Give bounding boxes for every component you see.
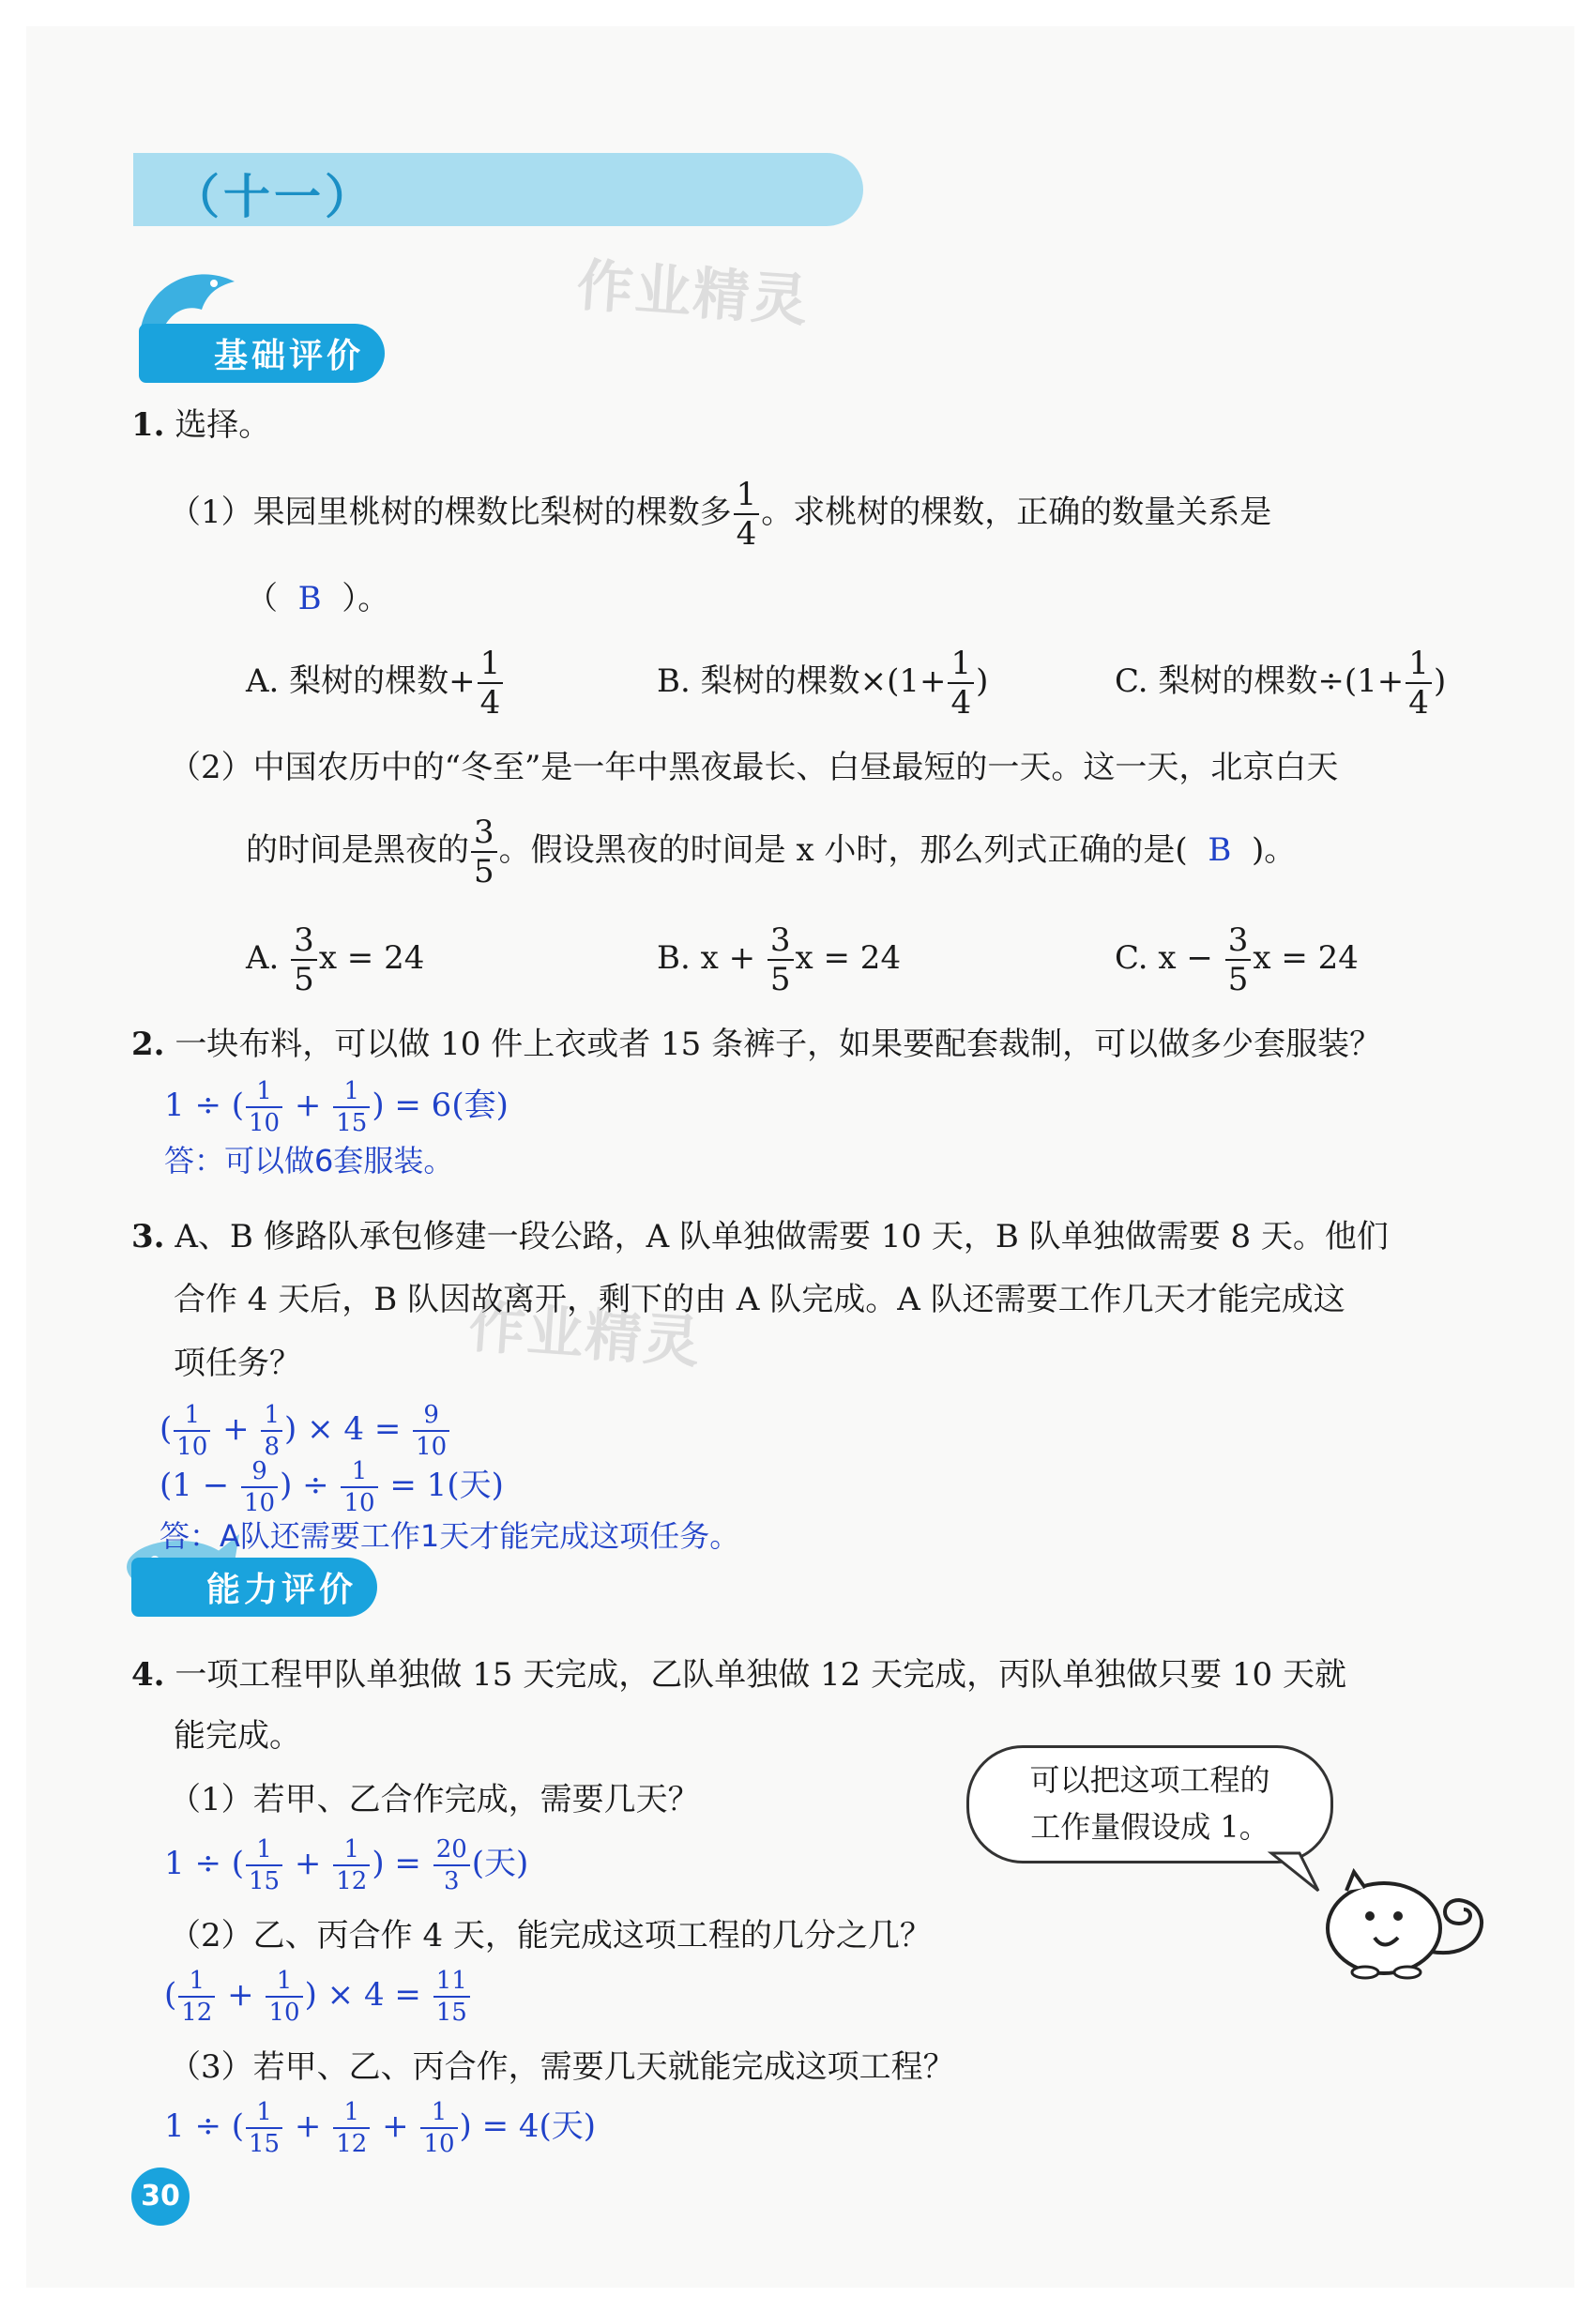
hint-line-1: 可以把这项工程的 [1029,1762,1270,1798]
question-3-line2: 合作 4 天后，B 队因故离开，剩下的由 A 队完成。A 队还需要工作几天才能完成这 [174,1281,1345,1318]
option-c: C. 梨树的棵数÷(1+ $\frac{1}{4}$ ) [1115,645,1447,722]
option-a: A. 梨树的棵数+ $\frac{1}{4}$ [246,647,505,719]
question-number: 4. [131,1656,165,1694]
answer-text: B [297,580,322,617]
question-4-line2: 能完成。 [174,1717,301,1755]
question-2-answer: 答：可以做6套服装。 [164,1143,454,1179]
sub-label: （2） [169,749,253,786]
question-number: 2. [131,1026,165,1063]
question-1-title [131,403,270,449]
question-2 [131,1023,1381,1068]
question-3-calc-2: (1 − $\frac{9}{10}$ ) ÷ $\frac{1}{10}$ = 1(天) [160,1457,504,1517]
question-number: 1. [131,406,165,444]
question-4-2: （2）乙、丙合作 4 天，能完成这项工程的几分之几？ [169,1917,932,1955]
fraction: $\frac{1}{4}$ [734,479,760,550]
question-3-answer: 答：A队还需要工作1天才能完成这项任务。 [160,1518,740,1554]
question-text: 。求桃树的棵数，正确的数量关系是 [761,494,1272,531]
question-number: 3. [131,1218,165,1255]
question-1-1 [169,476,1272,553]
answer-blank: （ B ）。 [246,580,390,617]
question-4-3-answer: 1 ÷ ( $\frac{1}{15}$ + $\frac{1}{12}$ + $\frac{1}{10}$ ) = 4(天) [164,2098,597,2158]
sub-label: （1） [169,494,253,531]
basic-evaluation-tag: 基础评价 [139,324,385,383]
question-3-line1 [131,1215,1389,1260]
option-c: C. x − $\frac{3}{5}$ x = 24 [1115,921,1359,998]
answer-text: B [1208,831,1232,869]
question-text: 果园里桃树的棵数比梨树的棵数多 [252,494,732,531]
question-1-2-line1 [169,746,1338,791]
option-b: B. 梨树的棵数×(1+ $\frac{1}{4}$ ) [657,645,989,722]
question-text: 一项工程甲队单独做 15 天完成，乙队单独做 12 天完成，丙队单独做只要 10 天就 [175,1656,1346,1694]
watermark: 作业精灵 [574,252,812,335]
question-4-1: （1）若甲、乙合作完成，需要几天？ [169,1781,700,1818]
hint-speech-bubble [966,1745,1333,1863]
question-4-1-answer: 1 ÷ ( $\frac{1}{15}$ + $\frac{1}{12}$ ) = $\frac{20}{3}$ (天) [164,1835,529,1895]
question-2-calculation: 1 ÷ ( $\frac{1}{10}$ + $\frac{1}{15}$ ) = 6(套) [164,1077,509,1137]
question-4-3: （3）若甲、乙、丙合作，需要几天就能完成这项工程？ [169,2048,955,2086]
hint-line-2: 工作量假设成 1。 [1030,1808,1269,1845]
question-3-line3: 项任务？ [174,1345,301,1382]
ability-evaluation-tag: 能力评价 [131,1558,377,1617]
question-text: A、B 修路队承包修建一段公路，A 队单独做需要 10 天，B 队单独做需要 8 天。他们 [175,1218,1389,1255]
question-text: 选择。 [175,406,271,444]
question-text: 一块布料，可以做 10 件上衣或者 15 条裤子，如果要配套裁制，可以做多少套服装？ [175,1026,1382,1063]
question-1-2-line2: 的时间是黑夜的 $\frac{3}{5}$ 。假设黑夜的时间是 x 小时，那么列式正确的是( B )。 [246,814,1297,890]
question-4-2-answer: ( $\frac{1}{12}$ + $\frac{1}{10}$ ) × 4 = $\frac{11}{15}$ [164,1969,472,2025]
option-b: B. x + $\frac{3}{5}$ x = 24 [657,921,902,998]
question-text: 中国农历中的“冬至”是一年中黑夜最长、白昼最短的一天。这一天，北京白天 [252,749,1339,786]
option-a: A. $\frac{3}{5}$ x = 24 [246,921,425,998]
squirrel-icon [1309,1848,1497,1993]
section-title: （十一） [173,170,375,224]
question-4-line1 [131,1653,1346,1698]
page-number: 30 [131,2168,190,2226]
question-3-calc-1: ( $\frac{1}{10}$ + $\frac{1}{8}$ ) × 4 = $\frac{9}{10}$ [160,1403,451,1459]
watermark: 作业精灵 [466,1294,704,1377]
